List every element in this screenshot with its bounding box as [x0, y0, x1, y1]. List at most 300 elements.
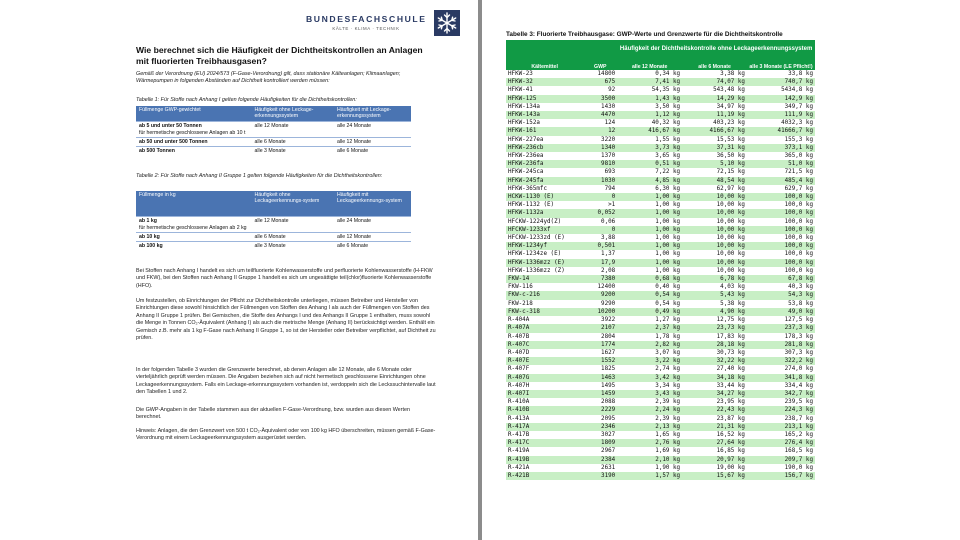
limit-3-months-cell: 740,7 kg	[747, 78, 815, 86]
refrigerant-cell: R-407D	[506, 349, 583, 357]
paragraph: Die GWP-Angaben in der Tabelle stammen aus der aktuellen F-Gase-Verordnung, bzw. wurden aus diesen Werten berechnet.	[136, 407, 410, 421]
table-row	[506, 111, 815, 119]
table-row	[506, 472, 815, 480]
gwp-cell: 1,37	[583, 250, 617, 258]
limit-12-months-cell: 1,00 kg	[617, 209, 682, 217]
limit-3-months-cell: 4032,3 kg	[747, 119, 815, 127]
limit-6-months-cell: 72,15 kg	[682, 168, 747, 176]
gwp-cell: 0	[583, 193, 617, 201]
limit-12-months-cell: 54,35 kg	[617, 86, 682, 94]
gwp-cell: 92	[583, 86, 617, 94]
table-row	[136, 138, 411, 147]
with-cell: alle 12 Monate	[334, 233, 411, 242]
table-row	[506, 218, 815, 226]
without-cell: alle 3 Monate	[252, 147, 335, 156]
limit-6-months-cell: 3,38 kg	[682, 70, 747, 78]
refrigerant-cell: HFKW-152a	[506, 119, 583, 127]
gwp-cell: 12	[583, 127, 617, 135]
gwp-cell: 124	[583, 119, 617, 127]
gwp-cell: 7380	[583, 275, 617, 283]
gwp-cell: 1463	[583, 374, 617, 382]
gwp-cell: 3190	[583, 472, 617, 480]
table-row	[136, 233, 411, 242]
limit-6-months-cell: 5,38 kg	[682, 300, 747, 308]
without-cell: alle 6 Monate	[252, 233, 335, 242]
limit-6-months-cell: 10,00 kg	[682, 193, 747, 201]
refrigerant-cell: HFKW-134a	[506, 103, 583, 111]
limit-12-months-cell: 0,51 kg	[617, 160, 682, 168]
refrigerant-cell: R-407B	[506, 333, 583, 341]
col-header-refrigerant: Kältemittel	[506, 57, 583, 70]
limit-12-months-cell: 1,00 kg	[617, 234, 682, 242]
limit-3-months-cell: 51,0 kg	[747, 160, 815, 168]
table-row	[506, 103, 815, 111]
limit-6-months-cell: 10,00 kg	[682, 250, 747, 258]
limit-3-months-cell: 485,4 kg	[747, 177, 815, 185]
gwp-cell: 9290	[583, 300, 617, 308]
table-row	[506, 86, 815, 94]
refrigerant-cell: HFKW-236ea	[506, 152, 583, 160]
limit-6-months-cell: 10,00 kg	[682, 218, 747, 226]
table-row	[506, 308, 815, 316]
limit-12-months-cell: 2,39 kg	[617, 398, 682, 406]
limit-6-months-cell: 4,03 kg	[682, 283, 747, 291]
table-row	[506, 283, 815, 291]
limit-6-months-cell: 10,00 kg	[682, 209, 747, 217]
limit-12-months-cell: 2,39 kg	[617, 415, 682, 423]
table-row	[506, 160, 815, 168]
right-page	[482, 0, 960, 540]
limit-3-months-cell: 190,0 kg	[747, 464, 815, 472]
table-row-note	[136, 225, 411, 233]
limit-12-months-cell: 1,57 kg	[617, 472, 682, 480]
table-row	[506, 275, 815, 283]
limit-12-months-cell: 1,55 kg	[617, 136, 682, 144]
refrigerant-cell: R-407F	[506, 365, 583, 373]
limit-3-months-cell: 168,5 kg	[747, 447, 815, 455]
refrigerant-cell: HFKW-236cb	[506, 144, 583, 152]
limit-12-months-cell: 4,85 kg	[617, 177, 682, 185]
limit-12-months-cell: 0,54 kg	[617, 291, 682, 299]
limit-12-months-cell: 1,69 kg	[617, 447, 682, 455]
col-header-12-months: alle 12 Monate	[617, 57, 682, 70]
table-row	[506, 193, 815, 201]
gwp-cell: 0,052	[583, 209, 617, 217]
limit-3-months-cell: 100,0 kg	[747, 226, 815, 234]
refrigerant-cell: HFKW-1132 (E)	[506, 201, 583, 209]
with-cell: alle 6 Monate	[334, 242, 411, 251]
limit-6-months-cell: 19,00 kg	[682, 464, 747, 472]
gwp-cell: 12400	[583, 283, 617, 291]
limit-3-months-cell: 373,1 kg	[747, 144, 815, 152]
limit-12-months-cell: 1,00 kg	[617, 250, 682, 258]
limit-3-months-cell: 307,3 kg	[747, 349, 815, 357]
refrigerant-cell: HFKW-245ca	[506, 168, 583, 176]
brand-subtitle: KÄLTE · KLIMA · TECHNIK	[332, 26, 400, 31]
paragraph: Hinweis: Anlagen, die den Grenzwert von 500 t CO₂-Äquivalent oder von 100 kg HFO überschreiten, müssen gemäß F-Gase-Verordnung mit einem Leckageerkennungssystem ausgerüstet werden.	[136, 428, 436, 442]
with-cell: alle 6 Monate	[334, 147, 411, 156]
limit-3-months-cell: 721,5 kg	[747, 168, 815, 176]
limit-3-months-cell: 238,7 kg	[747, 415, 815, 423]
gwp-cell: 2095	[583, 415, 617, 423]
limit-12-months-cell: 2,37 kg	[617, 324, 682, 332]
gwp-cell: 675	[583, 78, 617, 86]
limit-12-months-cell: 1,00 kg	[617, 267, 682, 275]
with-cell: alle 12 Monate	[334, 138, 411, 147]
limit-12-months-cell: 0,34 kg	[617, 70, 682, 78]
table2-header-fill: Füllmenge in kg	[136, 191, 252, 217]
table-row	[506, 398, 815, 406]
without-cell: alle 3 Monate	[252, 242, 335, 251]
with-cell: alle 24 Monate	[334, 121, 411, 130]
limit-6-months-cell: 37,31 kg	[682, 144, 747, 152]
refrigerant-cell: FKW-116	[506, 283, 583, 291]
gwp-cell: 14800	[583, 70, 617, 78]
table-row	[506, 464, 815, 472]
fill-cell: ab 500 Tonnen	[136, 147, 252, 156]
table-row	[506, 324, 815, 332]
refrigerant-cell: R-407E	[506, 357, 583, 365]
refrigerant-cell: HFKW-32	[506, 78, 583, 86]
limit-3-months-cell: 100,0 kg	[747, 209, 815, 217]
table-row	[506, 431, 815, 439]
table1	[136, 106, 411, 155]
limit-12-months-cell: 1,12 kg	[617, 111, 682, 119]
limit-3-months-cell: 100,0 kg	[747, 234, 815, 242]
limit-3-months-cell: 100,0 kg	[747, 218, 815, 226]
fill-cell: ab 50 und unter 500 Tonnen	[136, 138, 252, 147]
limit-6-months-cell: 11,19 kg	[682, 111, 747, 119]
gwp-cell: 2804	[583, 333, 617, 341]
limit-3-months-cell: 156,7 kg	[747, 472, 815, 480]
limit-3-months-cell: 178,3 kg	[747, 333, 815, 341]
limit-6-months-cell: 32,22 kg	[682, 357, 747, 365]
table-row	[506, 316, 815, 324]
refrigerant-cell: R-421A	[506, 464, 583, 472]
table-row	[506, 382, 815, 390]
limit-3-months-cell: 342,7 kg	[747, 390, 815, 398]
refrigerant-cell: R-413A	[506, 415, 583, 423]
gwp-cell: 2631	[583, 464, 617, 472]
table-row	[506, 374, 815, 382]
refrigerant-cell: HFKW-227ea	[506, 136, 583, 144]
limit-6-months-cell: 74,07 kg	[682, 78, 747, 86]
gwp-cell: 1825	[583, 365, 617, 373]
refrigerant-cell: R-417C	[506, 439, 583, 447]
limit-12-months-cell: 0,49 kg	[617, 308, 682, 316]
table-row	[136, 147, 411, 156]
brand	[306, 14, 426, 31]
refrigerant-cell: R-407H	[506, 382, 583, 390]
with-cell: alle 24 Monate	[334, 217, 411, 226]
limit-6-months-cell: 10,00 kg	[682, 234, 747, 242]
table1-header-with: Häufigkeit mit Leckage-erkennungssystem	[334, 106, 411, 121]
refrigerant-cell: HFCKW-1233xf	[506, 226, 583, 234]
table-row	[506, 201, 815, 209]
table-row	[506, 209, 815, 217]
limit-3-months-cell: 237,3 kg	[747, 324, 815, 332]
table-row	[506, 390, 815, 398]
gwp-cell: 0,501	[583, 242, 617, 250]
gwp-table-spacer	[506, 40, 617, 57]
limit-12-months-cell: 2,10 kg	[617, 456, 682, 464]
limit-12-months-cell: 2,13 kg	[617, 423, 682, 431]
limit-6-months-cell: 17,83 kg	[682, 333, 747, 341]
refrigerant-cell: HFKW-236fa	[506, 160, 583, 168]
table-row	[506, 259, 815, 267]
table2-caption: Tabelle 2: Für Stoffe nach Anhang II Gruppe 1 gelten folgende Häufigkeiten für die Dichtheitskontrollen:	[136, 173, 383, 179]
limit-6-months-cell: 34,27 kg	[682, 390, 747, 398]
gwp-cell: 2967	[583, 447, 617, 455]
refrigerant-cell: R-417B	[506, 431, 583, 439]
table-row	[506, 177, 815, 185]
gwp-table-body	[506, 70, 815, 480]
gwp-cell: 0,06	[583, 218, 617, 226]
limit-6-months-cell: 403,23 kg	[682, 119, 747, 127]
limit-6-months-cell: 4,90 kg	[682, 308, 747, 316]
limit-12-months-cell: 7,22 kg	[617, 168, 682, 176]
table-row	[506, 78, 815, 86]
refrigerant-cell: FKW-218	[506, 300, 583, 308]
limit-12-months-cell: 1,00 kg	[617, 242, 682, 250]
table-row	[506, 406, 815, 414]
limit-3-months-cell: 334,4 kg	[747, 382, 815, 390]
limit-12-months-cell: 1,65 kg	[617, 431, 682, 439]
limit-12-months-cell: 7,41 kg	[617, 78, 682, 86]
table-row	[506, 415, 815, 423]
table-row	[506, 119, 815, 127]
gwp-cell: 1030	[583, 177, 617, 185]
refrigerant-cell: HFKW-245fa	[506, 177, 583, 185]
without-cell: alle 6 Monate	[252, 138, 335, 147]
gwp-cell: 3500	[583, 95, 617, 103]
limit-3-months-cell: 274,0 kg	[747, 365, 815, 373]
col-header-3-months: alle 3 Monate (LE Pflicht!)	[747, 57, 815, 70]
limit-6-months-cell: 543,48 kg	[682, 86, 747, 94]
table-row	[506, 185, 815, 193]
table1-caption: Tabelle 1: Für Stoffe nach Anhang I gelten folgende Häufigkeiten für die Dichtheitskontrollen:	[136, 97, 357, 103]
gwp-cell: 693	[583, 168, 617, 176]
table-row	[506, 226, 815, 234]
gwp-cell: >1	[583, 201, 617, 209]
limit-3-months-cell: 41666,7 kg	[747, 127, 815, 135]
table-row	[506, 70, 815, 78]
limit-6-months-cell: 33,44 kg	[682, 382, 747, 390]
limit-12-months-cell: 1,00 kg	[617, 201, 682, 209]
limit-3-months-cell: 127,5 kg	[747, 316, 815, 324]
limit-12-months-cell: 6,30 kg	[617, 185, 682, 193]
limit-6-months-cell: 16,85 kg	[682, 447, 747, 455]
table-row	[136, 217, 411, 226]
limit-12-months-cell: 416,67 kg	[617, 127, 682, 135]
limit-3-months-cell: 53,8 kg	[747, 300, 815, 308]
limit-12-months-cell: 2,24 kg	[617, 406, 682, 414]
table-row	[506, 234, 815, 242]
col-header-gwp: GWP	[583, 57, 617, 70]
table-row	[506, 357, 815, 365]
gwp-cell: 1774	[583, 341, 617, 349]
limit-6-months-cell: 23,87 kg	[682, 415, 747, 423]
refrigerant-cell: R-417A	[506, 423, 583, 431]
table-row	[506, 127, 815, 135]
limit-12-months-cell: 3,22 kg	[617, 357, 682, 365]
table-row	[506, 267, 815, 275]
refrigerant-cell: R-407C	[506, 341, 583, 349]
table-row	[506, 95, 815, 103]
refrigerant-cell: HFKW-125	[506, 95, 583, 103]
refrigerant-cell: R-410A	[506, 398, 583, 406]
table1-header-fill: Füllmenge GWP-gewichtet	[136, 106, 252, 121]
gwp-cell: 1809	[583, 439, 617, 447]
table2	[136, 191, 411, 250]
without-cell: alle 12 Monate	[252, 121, 335, 130]
limit-6-months-cell: 16,52 kg	[682, 431, 747, 439]
limit-3-months-cell: 100,0 kg	[747, 242, 815, 250]
table-row	[506, 365, 815, 373]
limit-6-months-cell: 62,97 kg	[682, 185, 747, 193]
table-row	[506, 456, 815, 464]
limit-3-months-cell: 224,3 kg	[747, 406, 815, 414]
refrigerant-cell: HFKW-365mfc	[506, 185, 583, 193]
limit-6-months-cell: 14,29 kg	[682, 95, 747, 103]
table-row	[506, 242, 815, 250]
intro-text: Gemäß der Verordnung (EU) 2024/573 (F-Gase-Verordnung) gilt, dass stationäre Kälteanlagen; Klimaanlagen; Wärmepumpen in folgenden Abständen auf Dichtheit kontrolliert werden müssen:	[136, 71, 401, 85]
limit-12-months-cell: 2,74 kg	[617, 365, 682, 373]
group-header: Häufigkeit der Dichtheitskontrolle ohne Leckageerkennungssystem	[617, 40, 815, 57]
refrigerant-cell: HFKW-1132a	[506, 209, 583, 217]
table1-header-without: Häufigkeit ohne Leckage-erkennungssystem	[252, 106, 335, 121]
paragraph: In der folgenden Tabelle 3 wurden die Grenzwerte berechnet, ab denen Anlagen alle 12 Monate, alle 6 Monate oder vierteljährlich geprüft werden müssen. Die Angaben beziehen sich auf nicht hermetisch geschlossene Einrichtungen ohne Leckageerkennungssystem. Falls ein Leckage-erkennungssystem vorhanden ist, verdoppeln sich die Leckssuchintervalle laut den Tabellen 1 und 2.	[136, 367, 436, 396]
limit-12-months-cell: 1,43 kg	[617, 95, 682, 103]
gwp-cell: 2384	[583, 456, 617, 464]
paragraph: Um festzustellen, ob Einrichtungen der Pflicht zur Dichtheitskontrolle unterliegen, müssen Betreiber und Hersteller von Einrichtungen diese sowohl hinsichtlich der Füllmengen von Stoffen des Anhang I als auch der Füllmengen von Stoffen des Anhang II Gruppe 1 prüfen. Bei Gemischen, die Stoffe des Anhangs I und des Anhangs II Gruppe 1 enthalten, muss sowohl die Menge in Tonnen CO₂-Äquivalent (Anhang I) als auch die metrische Menge (Anhang II) berücksichtigt werden. Enthält ein Gemisch z.B. mehr als 1 kg F-Gase nach Anhang II Gruppe 1, so ist der Hersteller oder Betreiber verpflichtet, auf Dichtheit zu prüfen.	[136, 298, 436, 342]
limit-6-months-cell: 28,18 kg	[682, 341, 747, 349]
refrigerant-cell: R-407I	[506, 390, 583, 398]
gwp-cell: 3220	[583, 136, 617, 144]
limit-6-months-cell: 15,53 kg	[682, 136, 747, 144]
refrigerant-cell: R-404A	[506, 316, 583, 324]
limit-3-months-cell: 365,0 kg	[747, 152, 815, 160]
limit-3-months-cell: 5434,8 kg	[747, 86, 815, 94]
note-cell: für hermetische geschlossene Anlagen ab 2 kg	[139, 225, 247, 231]
limit-12-months-cell: 3,65 kg	[617, 152, 682, 160]
limit-3-months-cell: 341,8 kg	[747, 374, 815, 382]
limit-12-months-cell: 0,54 kg	[617, 300, 682, 308]
limit-6-months-cell: 22,43 kg	[682, 406, 747, 414]
limit-3-months-cell: 142,9 kg	[747, 95, 815, 103]
gwp-cell: 3027	[583, 431, 617, 439]
limit-6-months-cell: 20,97 kg	[682, 456, 747, 464]
left-page	[0, 0, 478, 540]
limit-12-months-cell: 3,42 kg	[617, 374, 682, 382]
gwp-cell: 10200	[583, 308, 617, 316]
table2-header-without: Häufigkeit ohne Leckageerkennungs-system	[252, 191, 335, 217]
brand-name: BUNDESFACHSCHULE	[306, 14, 427, 24]
gwp-cell: 2229	[583, 406, 617, 414]
limit-6-months-cell: 48,54 kg	[682, 177, 747, 185]
limit-3-months-cell: 100,0 kg	[747, 193, 815, 201]
table-row	[506, 250, 815, 258]
gwp-cell: 3922	[583, 316, 617, 324]
gwp-cell: 3,88	[583, 234, 617, 242]
table-row	[506, 300, 815, 308]
refrigerant-cell: HFKW-161	[506, 127, 583, 135]
limit-12-months-cell: 1,27 kg	[617, 316, 682, 324]
gwp-cell: 1340	[583, 144, 617, 152]
table3-title: Tabelle 3: Fluorierte Treibhausgase: GWP-Werte und Grenzwerte für die Dichtheitskontrolle	[506, 31, 783, 38]
limit-6-months-cell: 10,00 kg	[682, 267, 747, 275]
limit-3-months-cell: 155,3 kg	[747, 136, 815, 144]
table-row	[506, 447, 815, 455]
limit-6-months-cell: 5,43 kg	[682, 291, 747, 299]
table-row	[506, 152, 815, 160]
limit-12-months-cell: 3,73 kg	[617, 144, 682, 152]
limit-6-months-cell: 23,95 kg	[682, 398, 747, 406]
limit-12-months-cell: 3,50 kg	[617, 103, 682, 111]
limit-6-months-cell: 34,18 kg	[682, 374, 747, 382]
refrigerant-cell: R-410B	[506, 406, 583, 414]
refrigerant-cell: HFCKW-1224yd(Z)	[506, 218, 583, 226]
limit-6-months-cell: 27,40 kg	[682, 365, 747, 373]
limit-3-months-cell: 54,3 kg	[747, 291, 815, 299]
refrigerant-cell: HFKW-41	[506, 86, 583, 94]
table-row	[506, 291, 815, 299]
table-row	[136, 242, 411, 251]
limit-3-months-cell: 100,0 kg	[747, 201, 815, 209]
gwp-cell: 2,08	[583, 267, 617, 275]
gwp-cell: 2107	[583, 324, 617, 332]
col-header-6-months: alle 6 Monate	[682, 57, 747, 70]
table-row	[136, 121, 411, 130]
gwp-cell: 794	[583, 185, 617, 193]
fill-cell: ab 100 kg	[136, 242, 252, 251]
gwp-cell: 1495	[583, 382, 617, 390]
limit-12-months-cell: 3,07 kg	[617, 349, 682, 357]
refrigerant-cell: HFKW-23	[506, 70, 583, 78]
note-cell: für hermetische geschlossene Anlagen ab 10 t	[139, 129, 246, 136]
limit-6-months-cell: 10,00 kg	[682, 226, 747, 234]
gwp-cell: 1430	[583, 103, 617, 111]
limit-6-months-cell: 27,64 kg	[682, 439, 747, 447]
gwp-cell: 0	[583, 226, 617, 234]
limit-6-months-cell: 10,00 kg	[682, 259, 747, 267]
refrigerant-cell: HCKW-1130 (E)	[506, 193, 583, 201]
limit-12-months-cell: 1,00 kg	[617, 218, 682, 226]
limit-3-months-cell: 67,8 kg	[747, 275, 815, 283]
refrigerant-cell: HFKW-1234yf	[506, 242, 583, 250]
limit-3-months-cell: 100,0 kg	[747, 259, 815, 267]
table-row	[506, 423, 815, 431]
limit-12-months-cell: 1,00 kg	[617, 226, 682, 234]
limit-3-months-cell: 276,4 kg	[747, 439, 815, 447]
gwp-cell: 17,9	[583, 259, 617, 267]
limit-6-months-cell: 5,10 kg	[682, 160, 747, 168]
fill-cell: ab 1 kg	[136, 217, 252, 226]
gwp-table	[506, 40, 815, 480]
fill-cell: ab 5 und unter 50 Tonnen	[136, 121, 252, 130]
limit-6-months-cell: 36,50 kg	[682, 152, 747, 160]
limit-6-months-cell: 12,75 kg	[682, 316, 747, 324]
limit-6-months-cell: 30,73 kg	[682, 349, 747, 357]
limit-12-months-cell: 1,90 kg	[617, 464, 682, 472]
limit-12-months-cell: 40,32 kg	[617, 119, 682, 127]
refrigerant-cell: FKW-c-318	[506, 308, 583, 316]
refrigerant-cell: R-421B	[506, 472, 583, 480]
limit-6-months-cell: 15,67 kg	[682, 472, 747, 480]
limit-6-months-cell: 23,73 kg	[682, 324, 747, 332]
table2-header-with: Häufigkeit mit Leckageerkennungs-system	[334, 191, 411, 217]
table-row	[506, 168, 815, 176]
